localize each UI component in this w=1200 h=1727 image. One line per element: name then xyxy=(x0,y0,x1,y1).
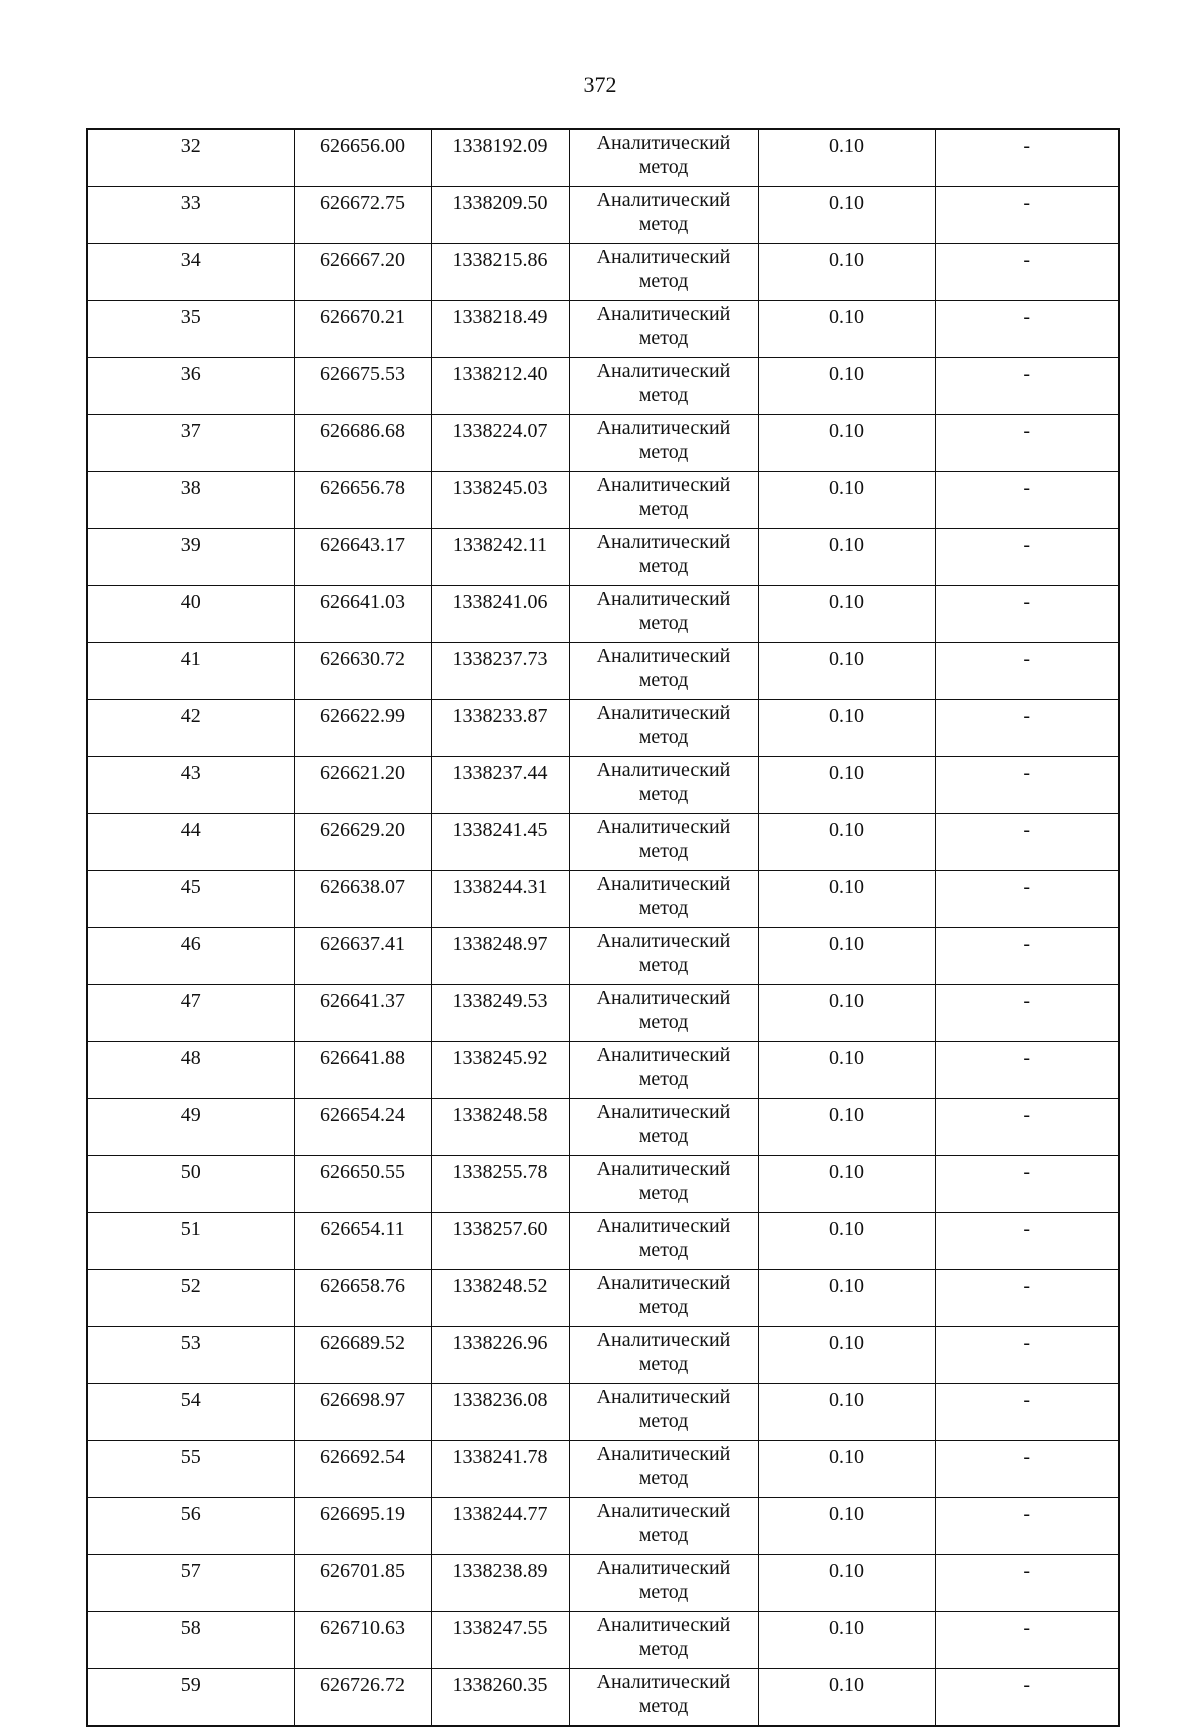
note-cell: - xyxy=(935,1156,1119,1213)
method-cell xyxy=(569,1612,758,1669)
y-coordinate-cell: 1338236.08 xyxy=(431,1384,569,1441)
method-line-1: Аналитический xyxy=(596,702,731,724)
method-line-1: Аналитический xyxy=(596,531,731,553)
table-row xyxy=(87,1042,1119,1099)
note-cell: - xyxy=(935,928,1119,985)
y-coordinate-cell: 1338260.35 xyxy=(431,1669,569,1727)
accuracy-cell: 0.10 xyxy=(758,244,935,301)
note-cell: - xyxy=(935,871,1119,928)
method-line-1: Аналитический xyxy=(596,816,731,838)
table-row xyxy=(87,529,1119,586)
accuracy-cell: 0.10 xyxy=(758,1156,935,1213)
y-coordinate-cell: 1338247.55 xyxy=(431,1612,569,1669)
x-coordinate-cell: 626667.20 xyxy=(294,244,431,301)
method-line-2: метод xyxy=(638,1068,689,1090)
x-coordinate-cell: 626629.20 xyxy=(294,814,431,871)
y-coordinate-cell: 1338233.87 xyxy=(431,700,569,757)
point-number-cell: 56 xyxy=(87,1498,294,1555)
note-cell: - xyxy=(935,1270,1119,1327)
method-cell xyxy=(569,928,758,985)
accuracy-cell: 0.10 xyxy=(758,129,935,187)
method-line-1: Аналитический xyxy=(596,930,731,952)
method-line-1: Аналитический xyxy=(596,1158,731,1180)
y-coordinate-cell: 1338245.03 xyxy=(431,472,569,529)
method-line-2: метод xyxy=(638,783,689,805)
method-line-2: метод xyxy=(638,1467,689,1489)
table-row xyxy=(87,1156,1119,1213)
y-coordinate-cell: 1338244.77 xyxy=(431,1498,569,1555)
method-line-2: метод xyxy=(638,1581,689,1603)
method-cell xyxy=(569,814,758,871)
point-number-cell: 46 xyxy=(87,928,294,985)
x-coordinate-cell: 626630.72 xyxy=(294,643,431,700)
method-cell xyxy=(569,757,758,814)
accuracy-cell: 0.10 xyxy=(758,1213,935,1270)
method-line-2: метод xyxy=(638,1695,689,1717)
table-row xyxy=(87,757,1119,814)
accuracy-cell: 0.10 xyxy=(758,1384,935,1441)
x-coordinate-cell: 626641.37 xyxy=(294,985,431,1042)
method-cell xyxy=(569,1384,758,1441)
point-number-cell: 57 xyxy=(87,1555,294,1612)
accuracy-cell: 0.10 xyxy=(758,1441,935,1498)
method-line-2: метод xyxy=(638,1125,689,1147)
x-coordinate-cell: 626654.11 xyxy=(294,1213,431,1270)
table-row xyxy=(87,643,1119,700)
y-coordinate-cell: 1338257.60 xyxy=(431,1213,569,1270)
method-line-1: Аналитический xyxy=(596,987,731,1009)
method-cell xyxy=(569,1213,758,1270)
x-coordinate-cell: 626686.68 xyxy=(294,415,431,472)
method-line-2: метод xyxy=(638,327,689,349)
method-line-1: Аналитический xyxy=(596,588,731,610)
method-line-1: Аналитический xyxy=(596,1272,731,1294)
table-row xyxy=(87,472,1119,529)
point-number-cell: 32 xyxy=(87,129,294,187)
x-coordinate-cell: 626675.53 xyxy=(294,358,431,415)
table-row xyxy=(87,985,1119,1042)
note-cell: - xyxy=(935,1498,1119,1555)
note-cell: - xyxy=(935,757,1119,814)
point-number-cell: 54 xyxy=(87,1384,294,1441)
y-coordinate-cell: 1338215.86 xyxy=(431,244,569,301)
table-row xyxy=(87,301,1119,358)
x-coordinate-cell: 626658.76 xyxy=(294,1270,431,1327)
y-coordinate-cell: 1338212.40 xyxy=(431,358,569,415)
table-row xyxy=(87,1327,1119,1384)
accuracy-cell: 0.10 xyxy=(758,814,935,871)
method-line-1: Аналитический xyxy=(596,1386,731,1408)
point-number-cell: 55 xyxy=(87,1441,294,1498)
accuracy-cell: 0.10 xyxy=(758,1042,935,1099)
point-number-cell: 40 xyxy=(87,586,294,643)
accuracy-cell: 0.10 xyxy=(758,643,935,700)
y-coordinate-cell: 1338192.09 xyxy=(431,129,569,187)
method-line-2: метод xyxy=(638,1410,689,1432)
table-row xyxy=(87,1099,1119,1156)
method-cell xyxy=(569,244,758,301)
method-line-1: Аналитический xyxy=(596,645,731,667)
y-coordinate-cell: 1338248.52 xyxy=(431,1270,569,1327)
point-number-cell: 45 xyxy=(87,871,294,928)
point-number-cell: 42 xyxy=(87,700,294,757)
method-line-2: метод xyxy=(638,270,689,292)
method-cell xyxy=(569,1669,758,1727)
method-line-1: Аналитический xyxy=(596,1500,731,1522)
method-cell xyxy=(569,1555,758,1612)
method-line-1: Аналитический xyxy=(596,1101,731,1123)
method-line-2: метод xyxy=(638,1638,689,1660)
method-cell xyxy=(569,1156,758,1213)
method-cell xyxy=(569,643,758,700)
point-number-cell: 59 xyxy=(87,1669,294,1727)
note-cell: - xyxy=(935,1099,1119,1156)
table-row xyxy=(87,1612,1119,1669)
point-number-cell: 43 xyxy=(87,757,294,814)
note-cell: - xyxy=(935,301,1119,358)
method-line-1: Аналитический xyxy=(596,189,731,211)
accuracy-cell: 0.10 xyxy=(758,757,935,814)
note-cell: - xyxy=(935,472,1119,529)
x-coordinate-cell: 626638.07 xyxy=(294,871,431,928)
point-number-cell: 48 xyxy=(87,1042,294,1099)
accuracy-cell: 0.10 xyxy=(758,928,935,985)
method-line-1: Аналитический xyxy=(596,1215,731,1237)
point-number-cell: 33 xyxy=(87,187,294,244)
method-line-1: Аналитический xyxy=(596,1557,731,1579)
x-coordinate-cell: 626641.88 xyxy=(294,1042,431,1099)
accuracy-cell: 0.10 xyxy=(758,985,935,1042)
method-line-2: метод xyxy=(638,1011,689,1033)
x-coordinate-cell: 626726.72 xyxy=(294,1669,431,1727)
note-cell: - xyxy=(935,586,1119,643)
table-row xyxy=(87,415,1119,472)
note-cell: - xyxy=(935,814,1119,871)
accuracy-cell: 0.10 xyxy=(758,586,935,643)
table-row xyxy=(87,1270,1119,1327)
note-cell: - xyxy=(935,1042,1119,1099)
note-cell: - xyxy=(935,1669,1119,1727)
x-coordinate-cell: 626656.00 xyxy=(294,129,431,187)
method-line-2: метод xyxy=(638,726,689,748)
table-row xyxy=(87,1213,1119,1270)
method-cell xyxy=(569,129,758,187)
method-cell xyxy=(569,1042,758,1099)
method-line-2: метод xyxy=(638,555,689,577)
accuracy-cell: 0.10 xyxy=(758,529,935,586)
table-row xyxy=(87,586,1119,643)
accuracy-cell: 0.10 xyxy=(758,1099,935,1156)
accuracy-cell: 0.10 xyxy=(758,1612,935,1669)
method-cell xyxy=(569,1441,758,1498)
method-cell xyxy=(569,1498,758,1555)
note-cell: - xyxy=(935,187,1119,244)
method-cell xyxy=(569,472,758,529)
y-coordinate-cell: 1338237.73 xyxy=(431,643,569,700)
note-cell: - xyxy=(935,985,1119,1042)
method-line-1: Аналитический xyxy=(596,1329,731,1351)
coordinates-table xyxy=(86,128,1120,1727)
method-line-2: метод xyxy=(638,384,689,406)
note-cell: - xyxy=(935,415,1119,472)
point-number-cell: 44 xyxy=(87,814,294,871)
x-coordinate-cell: 626672.75 xyxy=(294,187,431,244)
method-line-1: Аналитический xyxy=(596,1671,731,1693)
accuracy-cell: 0.10 xyxy=(758,1669,935,1727)
x-coordinate-cell: 626695.19 xyxy=(294,1498,431,1555)
note-cell: - xyxy=(935,1384,1119,1441)
method-line-2: метод xyxy=(638,1239,689,1261)
x-coordinate-cell: 626698.97 xyxy=(294,1384,431,1441)
method-line-2: метод xyxy=(638,1296,689,1318)
table-row xyxy=(87,1498,1119,1555)
method-line-1: Аналитический xyxy=(596,303,731,325)
method-line-1: Аналитический xyxy=(596,360,731,382)
table-row xyxy=(87,1384,1119,1441)
point-number-cell: 52 xyxy=(87,1270,294,1327)
accuracy-cell: 0.10 xyxy=(758,871,935,928)
note-cell: - xyxy=(935,1327,1119,1384)
accuracy-cell: 0.10 xyxy=(758,700,935,757)
method-cell xyxy=(569,187,758,244)
method-line-2: метод xyxy=(638,612,689,634)
method-cell xyxy=(569,586,758,643)
table-row xyxy=(87,814,1119,871)
x-coordinate-cell: 626656.78 xyxy=(294,472,431,529)
y-coordinate-cell: 1338245.92 xyxy=(431,1042,569,1099)
method-line-1: Аналитический xyxy=(596,246,731,268)
table-row xyxy=(87,700,1119,757)
note-cell: - xyxy=(935,700,1119,757)
table-row xyxy=(87,187,1119,244)
point-number-cell: 34 xyxy=(87,244,294,301)
note-cell: - xyxy=(935,1555,1119,1612)
accuracy-cell: 0.10 xyxy=(758,472,935,529)
method-line-2: метод xyxy=(638,1524,689,1546)
y-coordinate-cell: 1338224.07 xyxy=(431,415,569,472)
accuracy-cell: 0.10 xyxy=(758,415,935,472)
point-number-cell: 39 xyxy=(87,529,294,586)
method-line-2: метод xyxy=(638,840,689,862)
y-coordinate-cell: 1338241.06 xyxy=(431,586,569,643)
method-line-1: Аналитический xyxy=(596,1044,731,1066)
table-row xyxy=(87,1441,1119,1498)
note-cell: - xyxy=(935,244,1119,301)
y-coordinate-cell: 1338255.78 xyxy=(431,1156,569,1213)
point-number-cell: 35 xyxy=(87,301,294,358)
table-row xyxy=(87,871,1119,928)
method-line-1: Аналитический xyxy=(596,873,731,895)
note-cell: - xyxy=(935,129,1119,187)
y-coordinate-cell: 1338209.50 xyxy=(431,187,569,244)
method-line-2: метод xyxy=(638,954,689,976)
method-line-1: Аналитический xyxy=(596,759,731,781)
table-row xyxy=(87,928,1119,985)
point-number-cell: 58 xyxy=(87,1612,294,1669)
x-coordinate-cell: 626701.85 xyxy=(294,1555,431,1612)
note-cell: - xyxy=(935,1213,1119,1270)
accuracy-cell: 0.10 xyxy=(758,358,935,415)
note-cell: - xyxy=(935,358,1119,415)
method-cell xyxy=(569,1270,758,1327)
method-line-2: метод xyxy=(638,213,689,235)
method-cell xyxy=(569,700,758,757)
note-cell: - xyxy=(935,1612,1119,1669)
table-row xyxy=(87,1555,1119,1612)
y-coordinate-cell: 1338238.89 xyxy=(431,1555,569,1612)
y-coordinate-cell: 1338237.44 xyxy=(431,757,569,814)
y-coordinate-cell: 1338241.78 xyxy=(431,1441,569,1498)
method-line-1: Аналитический xyxy=(596,132,731,154)
method-cell xyxy=(569,985,758,1042)
x-coordinate-cell: 626641.03 xyxy=(294,586,431,643)
coordinates-table-body xyxy=(87,129,1119,1726)
point-number-cell: 51 xyxy=(87,1213,294,1270)
note-cell: - xyxy=(935,1441,1119,1498)
accuracy-cell: 0.10 xyxy=(758,301,935,358)
x-coordinate-cell: 626637.41 xyxy=(294,928,431,985)
point-number-cell: 53 xyxy=(87,1327,294,1384)
accuracy-cell: 0.10 xyxy=(758,187,935,244)
y-coordinate-cell: 1338241.45 xyxy=(431,814,569,871)
table-row xyxy=(87,1669,1119,1727)
method-cell xyxy=(569,415,758,472)
x-coordinate-cell: 626670.21 xyxy=(294,301,431,358)
method-line-2: метод xyxy=(638,1182,689,1204)
point-number-cell: 49 xyxy=(87,1099,294,1156)
note-cell: - xyxy=(935,643,1119,700)
method-line-1: Аналитический xyxy=(596,474,731,496)
x-coordinate-cell: 626710.63 xyxy=(294,1612,431,1669)
method-cell xyxy=(569,358,758,415)
x-coordinate-cell: 626689.52 xyxy=(294,1327,431,1384)
method-line-2: метод xyxy=(638,897,689,919)
note-cell: - xyxy=(935,529,1119,586)
point-number-cell: 37 xyxy=(87,415,294,472)
x-coordinate-cell: 626650.55 xyxy=(294,1156,431,1213)
method-cell xyxy=(569,871,758,928)
method-line-2: метод xyxy=(638,498,689,520)
x-coordinate-cell: 626643.17 xyxy=(294,529,431,586)
method-line-1: Аналитический xyxy=(596,1614,731,1636)
method-line-1: Аналитический xyxy=(596,1443,731,1465)
accuracy-cell: 0.10 xyxy=(758,1555,935,1612)
table-row xyxy=(87,129,1119,187)
accuracy-cell: 0.10 xyxy=(758,1270,935,1327)
point-number-cell: 38 xyxy=(87,472,294,529)
y-coordinate-cell: 1338218.49 xyxy=(431,301,569,358)
point-number-cell: 47 xyxy=(87,985,294,1042)
table-row xyxy=(87,244,1119,301)
y-coordinate-cell: 1338248.58 xyxy=(431,1099,569,1156)
method-cell xyxy=(569,301,758,358)
page-number: 372 xyxy=(583,72,617,97)
method-cell xyxy=(569,529,758,586)
accuracy-cell: 0.10 xyxy=(758,1498,935,1555)
method-cell xyxy=(569,1327,758,1384)
table-row xyxy=(87,358,1119,415)
y-coordinate-cell: 1338249.53 xyxy=(431,985,569,1042)
accuracy-cell: 0.10 xyxy=(758,1327,935,1384)
y-coordinate-cell: 1338248.97 xyxy=(431,928,569,985)
x-coordinate-cell: 626654.24 xyxy=(294,1099,431,1156)
method-line-2: метод xyxy=(638,669,689,691)
point-number-cell: 41 xyxy=(87,643,294,700)
method-line-2: метод xyxy=(638,441,689,463)
method-line-2: метод xyxy=(638,156,689,178)
x-coordinate-cell: 626622.99 xyxy=(294,700,431,757)
method-cell xyxy=(569,1099,758,1156)
y-coordinate-cell: 1338242.11 xyxy=(431,529,569,586)
y-coordinate-cell: 1338226.96 xyxy=(431,1327,569,1384)
x-coordinate-cell: 626692.54 xyxy=(294,1441,431,1498)
method-line-2: метод xyxy=(638,1353,689,1375)
method-line-1: Аналитический xyxy=(596,417,731,439)
y-coordinate-cell: 1338244.31 xyxy=(431,871,569,928)
x-coordinate-cell: 626621.20 xyxy=(294,757,431,814)
point-number-cell: 36 xyxy=(87,358,294,415)
point-number-cell: 50 xyxy=(87,1156,294,1213)
